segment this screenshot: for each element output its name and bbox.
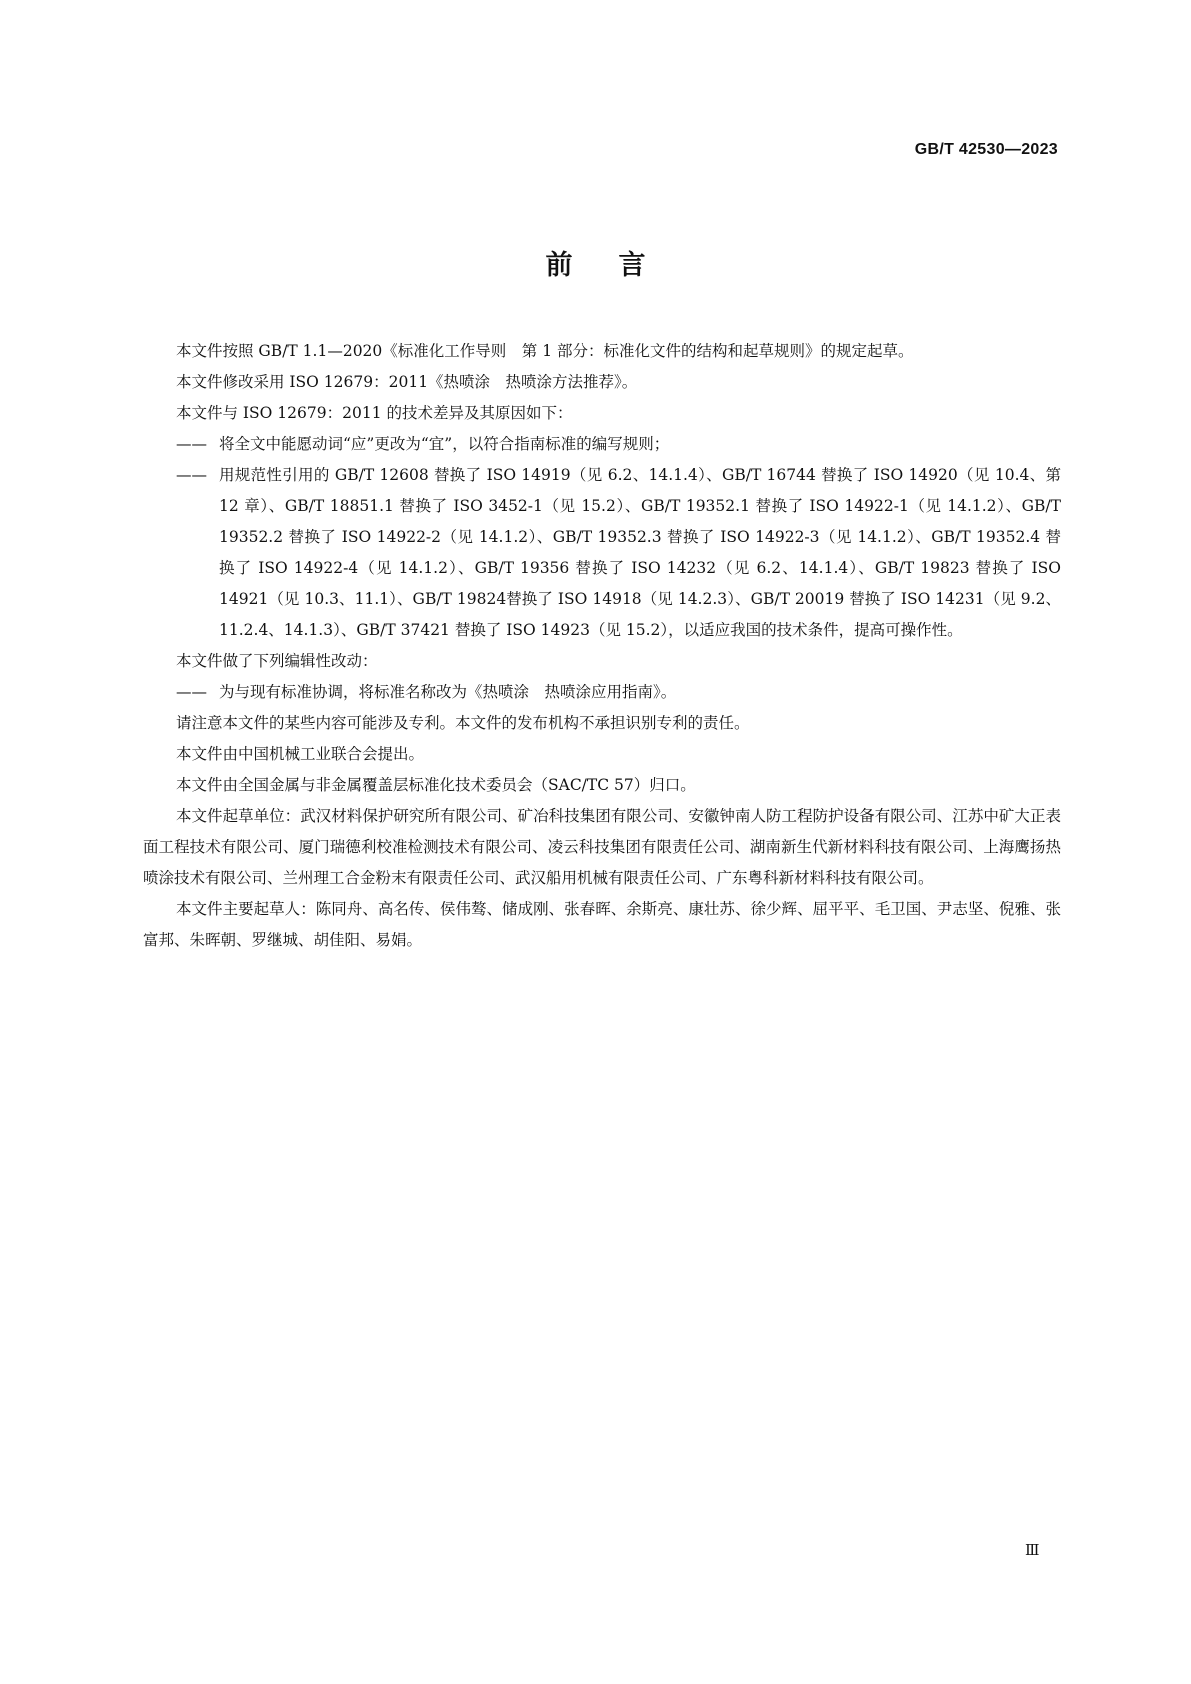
paragraph-drafting-units: 本文件起草单位：武汉材料保护研究所有限公司、矿冶科技集团有限公司、安徽钟南人防工程防护设备有限公司、江苏中矿大正表面工程技术有限公司、厦门瑞德利校准检测技术有限公司、凌云科技集团有限责任公司、湖南新生代新材料科技有限公司、上海鹰扬热喷涂技术有限公司、兰州理工合金粉末有限责任公司、武汉船用机械有限责任公司、广东粤科新材料科技有限公司。 xyxy=(143,807,1061,887)
list-item xyxy=(143,429,1061,460)
paragraph-drafters: 本文件主要起草人：陈同舟、高名传、侯伟骜、储成刚、张春晖、余斯亮、康壮苏、徐少辉、屈平平、毛卫国、尹志坚、倪雅、张富邦、朱晖朝、罗继城、胡佳阳、易娟。 xyxy=(143,900,1061,949)
list-item xyxy=(143,677,1061,708)
document-code: GB/T 42530—2023 xyxy=(914,141,1058,158)
list-item-text: 将全文中能愿动词“应”更改为“宜”，以符合指南标准的编写规则； xyxy=(219,435,670,453)
list-item-text: 用规范性引用的 GB/T 12608 替换了 ISO 14919（见 6.2、14.1.4）、GB/T 16744 替换了 ISO 14920（见 10.4、第 12 章）、GB/T 18851.1 替换了 ISO 3452-1（见 15.2）、GB/T 19352.1 替换了 ISO 14922-1（见 14.1.2）、GB/T 19352.2 替换了 ISO 14922-2（见 14.1.2）、GB/T 19352.3 替换了 ISO 14922-3（见 14.1.2）、GB/T 19352.4 替换了 ISO 14922-4（见 14.1.2）、GB/T 19356 替换了 ISO 14232（见 6.2、14.1.4）、GB/T 19823 替换了 ISO 14921（见 10.3、11.1）、GB/T 19824替换了 ISO 14918（见 14.2.3）、GB/T 20019 替换了 ISO 14231（见 9.2、11.2.4、14.1.3）、GB/T 37421 替换了 ISO 14923（见 15.2），以适应我国的技术条件，提高可操作性。 xyxy=(219,466,1061,639)
paragraph-proposer: 本文件由中国机械工业联合会提出。 xyxy=(176,745,425,763)
paragraph-drafting-rules: 本文件按照 GB/T 1.1—2020《标准化工作导则 第 1 部分：标准化文件的结构和起草规则》的规定起草。 xyxy=(176,342,914,360)
page-title: 前言 xyxy=(545,250,692,281)
paragraph-adoption: 本文件修改采用 ISO 12679：2011《热喷涂 热喷涂方法推荐》。 xyxy=(176,373,638,391)
document-body xyxy=(143,336,1061,956)
list-item xyxy=(143,460,1061,646)
dash-mark: —— xyxy=(176,435,207,453)
paragraph-editorial-changes: 本文件做了下列编辑性改动： xyxy=(176,652,378,670)
dash-mark: —— xyxy=(176,683,207,701)
paragraph-technical-differences: 本文件与 ISO 12679：2011 的技术差异及其原因如下： xyxy=(176,404,573,422)
paragraph-patent-notice: 请注意本文件的某些内容可能涉及专利。本文件的发布机构不承担识别专利的责任。 xyxy=(176,714,750,732)
dash-mark: —— xyxy=(176,466,207,484)
list-item-text: 为与现有标准协调，将标准名称改为《热喷涂 热喷涂应用指南》。 xyxy=(219,683,677,701)
page-number: Ⅲ xyxy=(1025,1541,1040,1559)
paragraph-technical-committee: 本文件由全国金属与非金属覆盖层标准化技术委员会（SAC/TC 57）归口。 xyxy=(176,776,696,794)
